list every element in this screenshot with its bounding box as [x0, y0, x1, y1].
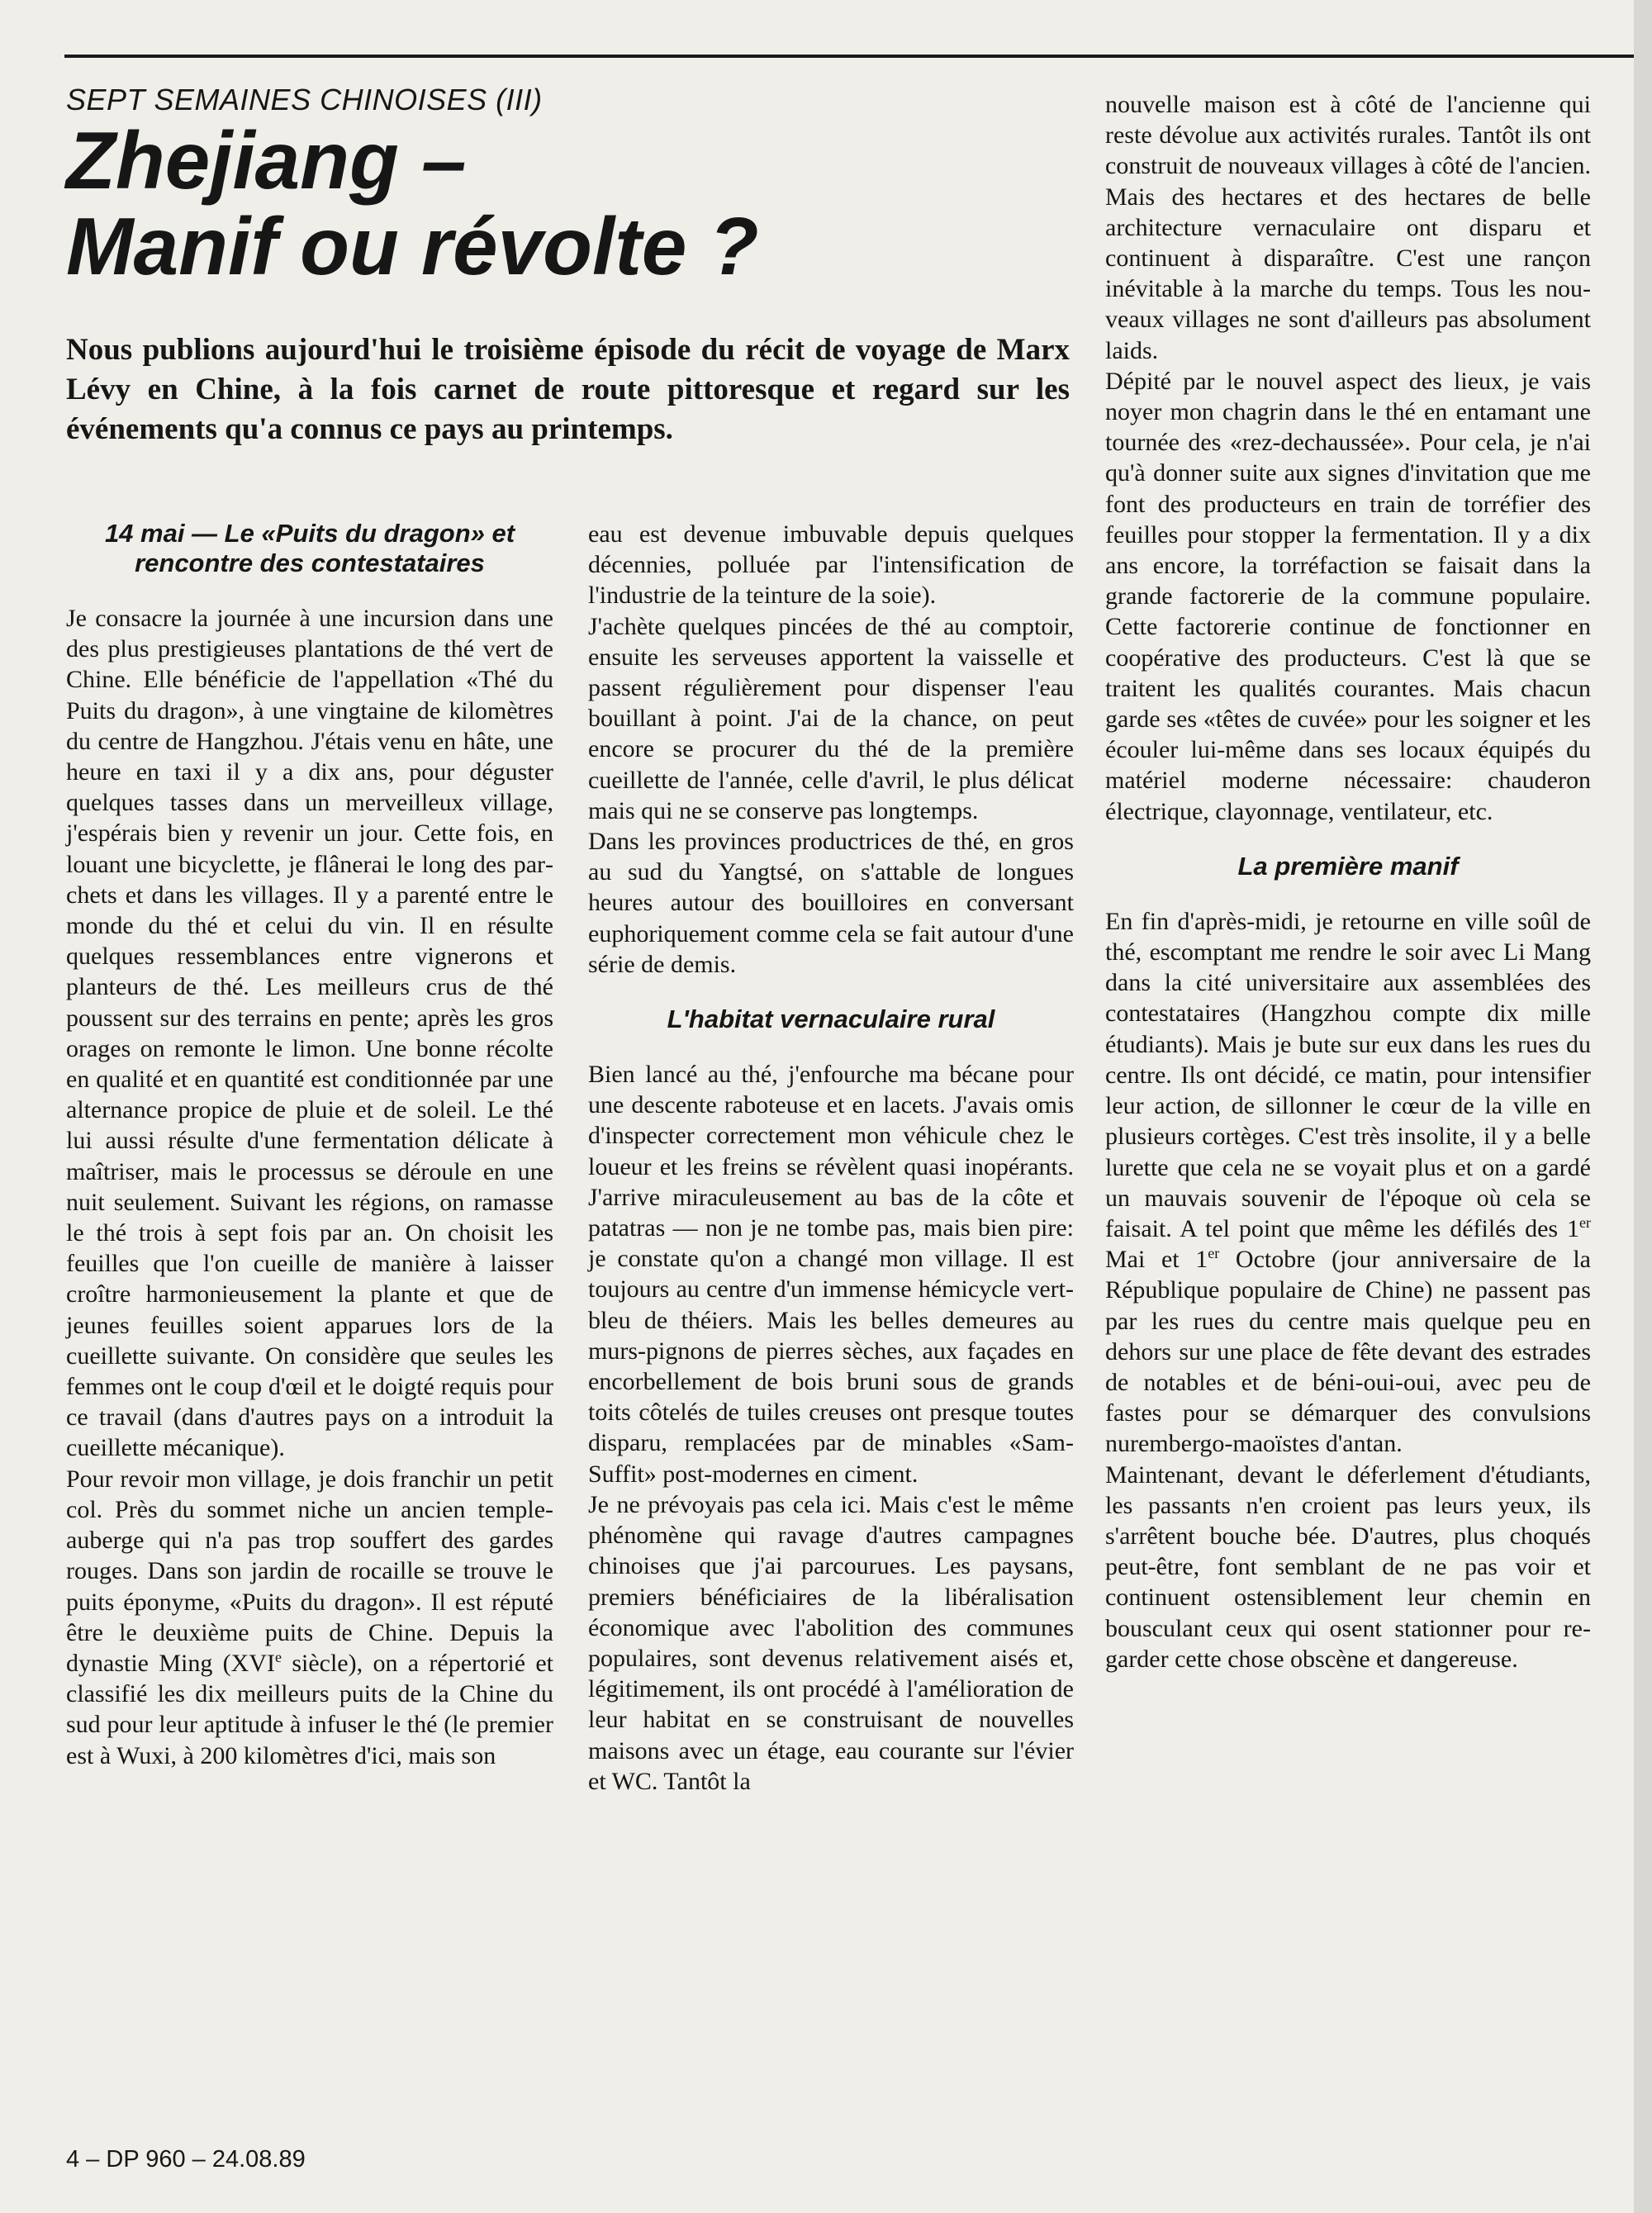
series-kicker: SEPT SEMAINES CHINOISES (III) [66, 83, 543, 116]
paragraph: Maintenant, devant le déferlement d'étudiants, les passants n'en croient pas leurs yeux, ils s'arrêtent bouche bée. D'autres, plus choqués peut-être, font semblant de ne pas voir et continuent ostensiblement leur chemin en bousculant ceux qui osent stationner pour regarder cette chose obscène et dangereuse. [1105, 1460, 1591, 1673]
paragraph: Je consacre la journée à une incursion dans une des plus prestigieuses plantations de thé vert de Chine. Elle bénéficie de l'appellation «Thé du Puits du dragon», à une vingtaine de kilomètres du centre de Hangzhou. J'étais venu en hâte, une heure en taxi il y a dix ans, pour déguster quelques tasses dans un merveilleux village, j'espérais bien y revenir un jour. Cette fois, en louant une bicyclette, je flânerai le long des parchets et dans les villages. Il y a parenté entre le monde du thé et celui du vin. Il en résulte quelques ressemblances entre vignerons et planteurs de thé. Les meilleurs crus de thé poussent sur des terrains en pente; après les gros orages on remonte le limon. Une bonne récolte en qualité et en quantité est conditionnée par une alternance propice de pluie et de soleil. Le thé lui aussi résulte d'une fermentation délicate à maîtriser, mais le processus se déroule en une nuit seulement. Suivant les régions, on ramasse le thé trois à sept fois par an. On choisit les feuilles que l'on cueille de manière à laisser croître harmonieusement la plante et que de jeunes feuilles soient apparues lors de la cueillette suivante. On considère que seules les femmes ont le coup d'œil et le doigté requis pour ce travail (dans d'autres pays on a introduit la cueillette mécanique). [66, 605, 553, 1462]
headline-line-1: Zhejiang – [66, 115, 467, 206]
headline [66, 115, 1057, 292]
top-rule [64, 55, 1634, 58]
paragraph: nouvelle maison est à côté de l'ancienne qui reste dévolue aux activités rurales. Tantôt ils ont construit de nouveaux villages à côté de l'ancien. Mais des hectares et des hectares de belle architecture vernaculaire ont disparu et continuent à disparaître. C'est une rançon inévitable à la marche du temps. Tous les nouveaux villages ne sont d'ailleurs pas absolument laids. [1105, 91, 1591, 364]
section-heading-premiere-manif: La première manif [1237, 851, 1459, 881]
paragraph: eau est devenue imbuvable depuis quelques décennies, polluée par l'intensification de l'industrie de la teinture de la soie). [588, 520, 1074, 610]
paragraph: En fin d'après-midi, je retourne en ville soûl de thé, escomptant me rendre le soir avec Li Mang dans la cité universitaire aux assemblées des contestataires (Hangzhou compte dix mille étudiants). Mais je bute sur eux dans les rues du centre. Ils ont décidé, ce matin, pour intensifier leur action, de sillonner le cœur de la ville en plusieurs cortèges. C'est très insolite, il y a belle lurette que cela ne se voyait plus et on a gardé un mauvais souvenir de l'époque où cela se faisait. A tel point que même les défilés des 1er Mai et 1er Octobre (jour anniversaire de la République populaire de Chine) ne passent pas par les rues du centre mais quelque peu en dehors sur une place de fête devant des estrades de notables et de béni-oui-oui, avec peu de fastes pour se démarquer des convulsions nurembergo-maoïstes d'antan. [1105, 907, 1591, 1458]
paragraph: Pour revoir mon village, je dois franchir un petit col. Près du sommet niche un ancien temple-auberge qui n'a pas trop souffert des gardes rouges. Dans son jardin de rocaille se trouve le puits éponyme, «Puits du dragon». Il est réputé être le deuxième puits de Chine. Depuis la dynastie Ming (XVIe siècle), on a répertorié et classifié les dix meilleurs puits de la Chine du sud pour leur aptitude à infuser le thé (le premier est à Wuxi, à 200 kilomètres d'ici, mais son [66, 1465, 554, 1769]
column-1 [66, 519, 553, 1771]
paragraph: J'achète quelques pincées de thé au comptoir, ensuite les serveuses apportent la vaisselle et passent régulièrement pour dispenser l'eau bouillant à point. J'ai de la chance, on peut encore se procurer du thé de la première cueillette de l'année, celle d'avril, le plus délicat mais qui ne se conserve pas longtemps. [588, 612, 1074, 824]
section-heading-habitat: L'habitat vernaculaire rural [667, 1004, 995, 1034]
paragraph: Dans les provinces productrices de thé, en gros au sud du Yangtsé, on s'attable de longues heures autour des bouilloires en conversant euphoriquement comme cela se fait autour d'une série de demis. [588, 828, 1074, 978]
column-3 [1105, 89, 1591, 1674]
column-2 [588, 519, 1074, 1797]
section-heading-line-1: 14 mai — Le «Puits du dragon» et [104, 519, 515, 548]
page-folio: 4 – DP 960 – 24.08.89 [66, 2146, 306, 2173]
page-edge [1634, 0, 1652, 2213]
intro-paragraph: Nous publions aujourd'hui le troisième épisode du récit de voyage de Marx Lévy en Chine, à la fois carnet de route pittoresque et regard sur les événements qu'a connus ce pays au printemps. [66, 333, 1070, 446]
paragraph: Dépité par le nouvel aspect des lieux, je vais noyer mon chagrin dans le thé en entamant une tournée des «rez-dechaussée». Pour cela, je n'ai qu'à donner suite aux signes d'invitation que me font des producteurs en train de torréfier des feuilles pour stopper la fermentation. Il y a dix ans encore, la torréfaction se faisait dans la grande factorerie de la commune populaire. Cette factorerie continue de fonctionner en coopérative des producteurs. C'est là que se traitent les qualités courantes. Mais chacun garde ses «têtes de cuvée» pour les soigner et les écouler lui-même dans ses locaux équipés du matériel moderne nécessaire: chauderon électrique, clayonnage, ventilateur, etc. [1105, 367, 1591, 825]
section-heading-14-mai [66, 519, 553, 578]
section-heading-line-2: rencontre des contestataires [135, 549, 485, 577]
paragraph: Bien lancé au thé, j'enfourche ma bécane pour une descente raboteuse et en lacets. J'avais omis d'inspecter correctement mon véhicule chez le loueur et les freins se révèlent quasi inopérants. J'arrive miraculeusement au bas de la côte et patatras — non je ne tombe pas, mais bien pire: je constate qu'on a changé mon village. Il est toujours au centre d'un immense hémicycle vert-bleu de théiers. Mais les belles demeures au murs-pignons de pierres sèches, aux façades en encorbellement de bois bruni sous de grands toits côtelés de tuiles creuses ont presque toutes disparu, remplacées par de minables «Sam-Suffit» post-modernes en ciment. [588, 1061, 1074, 1488]
paragraph: Je ne prévoyais pas cela ici. Mais c'est le même phénomène qui ravage d'autres campagnes chinoises que j'ai parcourues. Les paysans, premiers bénéficiaires de la libéralisation économique avec l'abolition des communes populaires, sont devenus relativement aisés et, légitimement, ils ont procédé à l'amélioration de leur habitat en se construisant de nouvelles maisons avec un étage, eau courante sur l'évier et WC. Tantôt la [588, 1490, 1074, 1795]
headline-line-2: Manif ou révolte ? [66, 201, 759, 292]
